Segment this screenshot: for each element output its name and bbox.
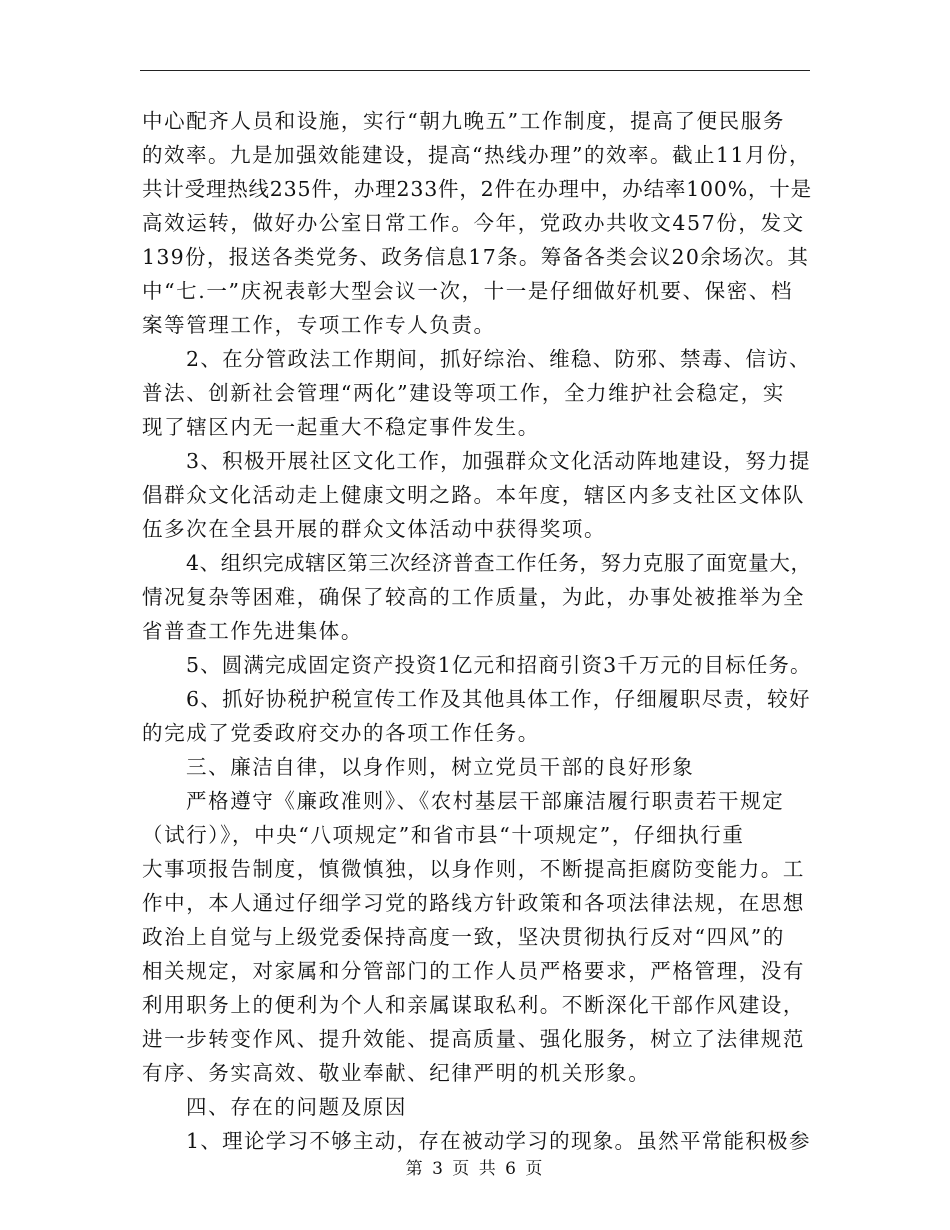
text-line: 大事项报告制度，慎微慎独，以身作则，不断提高拒腐防变能力。工 bbox=[142, 857, 805, 881]
paragraph-start-line: 严格遵守《廉政准则》、《农村基层干部廉洁履行职责若干规定 bbox=[186, 789, 785, 813]
paragraph-start-line: 2、在分管政法工作期间，抓好综治、维稳、防邪、禁毒、信访、 bbox=[186, 347, 811, 371]
text-line: 情况复杂等困难，确保了较高的工作质量，为此，办事处被推举为全 bbox=[142, 585, 805, 609]
text-line: 相关规定，对家属和分管部门的工作人员严格要求，严格管理，没有 bbox=[142, 959, 805, 983]
text-line: 中“七.一”庆祝表彰大型会议一次，十一是仔细做好机要、保密、档 bbox=[142, 279, 794, 303]
paragraph-start-line: 1、理论学习不够主动，存在被动学习的现象。虽然平常能积极参 bbox=[186, 1129, 811, 1153]
paragraph-start-line: 5、圆满完成固定资产投资1亿元和招商引资3千万元的目标任务。 bbox=[186, 653, 812, 677]
text-line: 共计受理热线235件，办理233件，2件在办理中，办结率100%，十是 bbox=[142, 177, 812, 201]
section-heading: 三、廉洁自律，以身作则，树立党员干部的良好形象 bbox=[186, 755, 695, 779]
text-line: 作中，本人通过仔细学习党的路线方针政策和各项法律法规，在思想 bbox=[142, 891, 805, 915]
text-line: 现了辖区内无一起重大不稳定事件发生。 bbox=[142, 415, 540, 439]
paragraph-start-line: 3、积极开展社区文化工作，加强群众文化活动阵地建设，努力提 bbox=[186, 449, 811, 473]
text-line: 政治上自觉与上级党委保持高度一致，坚决贯彻执行反对“四风”的 bbox=[142, 925, 785, 949]
text-line: （试行）》，中央“八项规定”和省市县“十项规定”，仔细执行重 bbox=[142, 823, 745, 847]
text-line: 倡群众文化活动走上健康文明之路。本年度，辖区内多支社区文体队 bbox=[142, 483, 805, 507]
page-number-footer: 第 3 页 共 6 页 bbox=[405, 1159, 545, 1179]
paragraph-start-line: 4、组织完成辖区第三次经济普查工作任务，努力克服了面宽量大， bbox=[186, 551, 812, 575]
text-line: 有序、务实高效、敬业奉献、纪律严明的机关形象。 bbox=[142, 1061, 651, 1085]
text-line: 高效运转，做好办公室日常工作。今年，党政办共收文457份，发文 bbox=[142, 211, 805, 235]
section-heading: 四、存在的问题及原因 bbox=[186, 1095, 407, 1119]
text-line: 中心配齐人员和设施，实行“朝九晚五”工作制度，提高了便民服务 bbox=[142, 109, 785, 133]
paragraph-start-line: 6、抓好协税护税宣传工作及其他具体工作，仔细履职尽责，较好 bbox=[186, 687, 811, 711]
text-line: 的效率。九是加强效能建设，提高“热线办理”的效率。截止11月份， bbox=[142, 143, 812, 167]
text-line: 的完成了党委政府交办的各项工作任务。 bbox=[142, 721, 540, 745]
text-line: 进一步转变作风、提升效能、提高质量、强化服务，树立了法律规范 bbox=[142, 1027, 805, 1051]
text-line: 普法、创新社会管理“两化”建设等项工作，全力维护社会稳定，实 bbox=[142, 381, 785, 405]
text-line: 利用职务上的便利为个人和亲属谋取私利。不断深化干部作风建设， bbox=[142, 993, 805, 1017]
text-line: 伍多次在全县开展的群众文体活动中获得奖项。 bbox=[142, 517, 607, 541]
text-line: 案等管理工作，专项工作专人负责。 bbox=[142, 313, 496, 337]
text-line: 省普查工作先进集体。 bbox=[142, 619, 363, 643]
text-line: 139份，报送各类党务、政务信息17条。筹备各类会议20余场次。其 bbox=[142, 245, 810, 269]
